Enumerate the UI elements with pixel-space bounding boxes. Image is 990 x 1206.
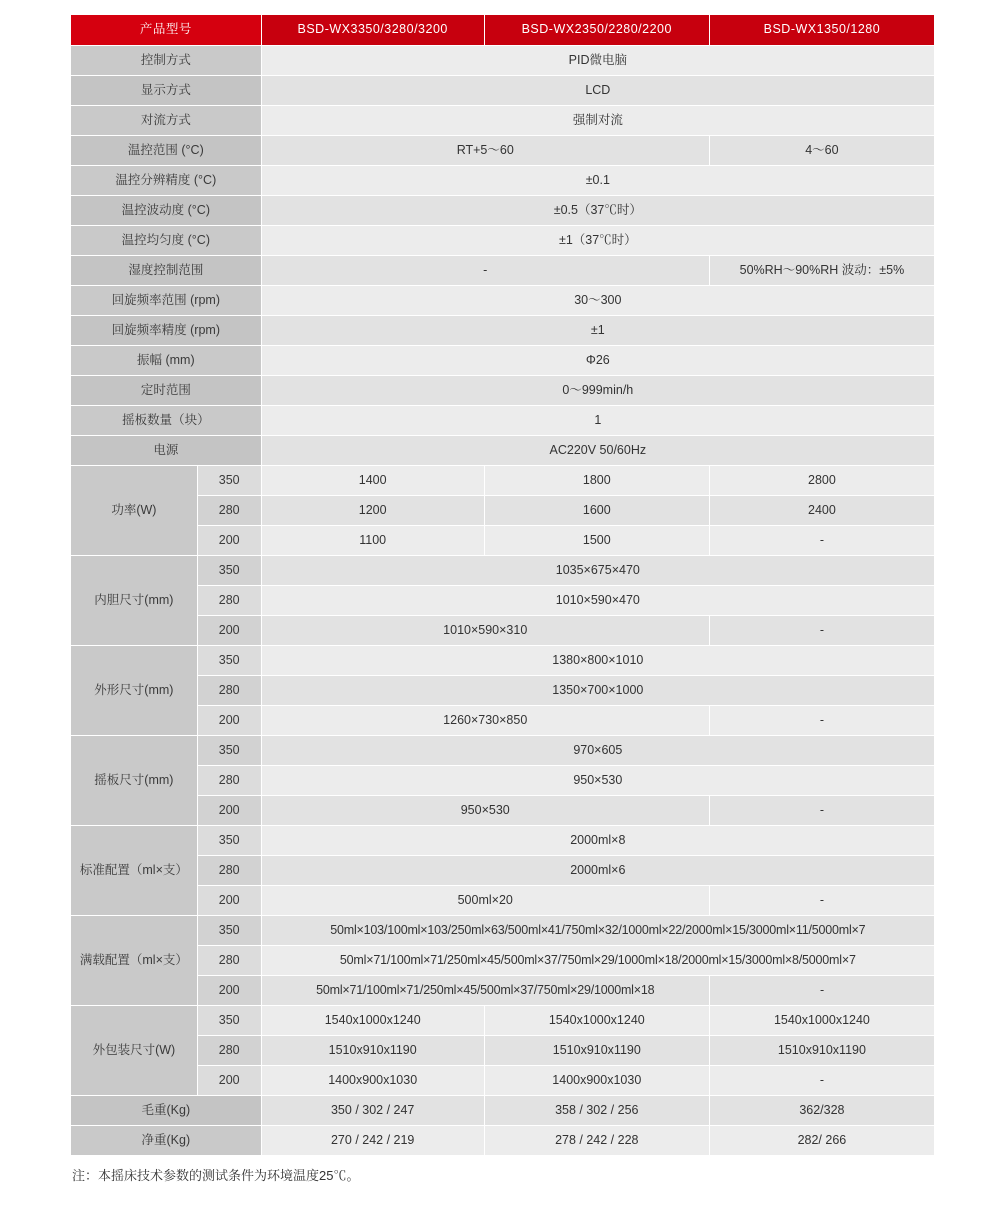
cell-value-right: - — [709, 796, 934, 826]
row-value-right: 50%RH〜90%RH 波动：±5% — [709, 256, 934, 286]
table-row — [71, 976, 935, 1006]
table-row — [71, 346, 935, 376]
cell-value-1: 1200 — [261, 496, 484, 526]
row-label: 毛重(Kg) — [71, 1096, 262, 1126]
table-row — [71, 1006, 935, 1036]
row-value: ±1（37℃时） — [261, 226, 934, 256]
row-value: LCD — [261, 76, 934, 106]
row-label: 回旋频率精度 (rpm) — [71, 316, 262, 346]
cell-value-merged: 1380×800×1010 — [261, 646, 934, 676]
group-label: 外形尺寸(mm) — [71, 646, 198, 736]
row-label: 温控均匀度 (°C) — [71, 226, 262, 256]
row-value-2: 278 / 242 / 228 — [484, 1126, 709, 1156]
cell-value-merged: 2000ml×6 — [261, 856, 934, 886]
group-sub-label: 280 — [197, 586, 261, 616]
cell-value-1: 1510x910x1190 — [261, 1036, 484, 1066]
cell-value-merged-left: 500ml×20 — [261, 886, 709, 916]
group-sub-label: 200 — [197, 1066, 261, 1096]
cell-value-2: 1540x1000x1240 — [484, 1006, 709, 1036]
row-value-left: - — [261, 256, 709, 286]
group-sub-label: 350 — [197, 736, 261, 766]
table-row — [71, 1126, 935, 1156]
table-row — [71, 406, 935, 436]
row-value-3: 282/ 266 — [709, 1126, 934, 1156]
group-label: 外包装尺寸(W) — [71, 1006, 198, 1096]
group-sub-label: 200 — [197, 976, 261, 1006]
table-row — [71, 1036, 935, 1066]
cell-value-merged-left: 1010×590×310 — [261, 616, 709, 646]
table-row — [71, 586, 935, 616]
cell-value-merged: 1010×590×470 — [261, 586, 934, 616]
row-value-3: 362/328 — [709, 1096, 934, 1126]
group-sub-label: 280 — [197, 766, 261, 796]
cell-value-3: 1510x910x1190 — [709, 1036, 934, 1066]
cell-value-3: 1540x1000x1240 — [709, 1006, 934, 1036]
cell-value-right: - — [709, 976, 934, 1006]
specification-table — [70, 14, 935, 1156]
row-value-right: 4〜60 — [709, 136, 934, 166]
row-label: 对流方式 — [71, 106, 262, 136]
cell-value-3: - — [709, 1066, 934, 1096]
cell-value-2: 1510x910x1190 — [484, 1036, 709, 1066]
group-sub-label: 350 — [197, 646, 261, 676]
table-row — [71, 766, 935, 796]
cell-value-right: - — [709, 706, 934, 736]
table-row — [71, 946, 935, 976]
row-label: 温控分辨精度 (°C) — [71, 166, 262, 196]
table-body — [71, 15, 935, 1156]
table-header-row — [71, 15, 935, 46]
table-row — [71, 646, 935, 676]
cell-value-1: 1100 — [261, 526, 484, 556]
group-sub-label: 280 — [197, 496, 261, 526]
row-value: 0〜999min/h — [261, 376, 934, 406]
row-label: 回旋频率范围 (rpm) — [71, 286, 262, 316]
cell-value-merged-left: 1260×730×850 — [261, 706, 709, 736]
group-label: 摇板尺寸(mm) — [71, 736, 198, 826]
group-sub-label: 280 — [197, 856, 261, 886]
table-row — [71, 46, 935, 76]
group-sub-label: 200 — [197, 616, 261, 646]
row-value-2: 358 / 302 / 256 — [484, 1096, 709, 1126]
table-row — [71, 736, 935, 766]
cell-value-3: - — [709, 526, 934, 556]
cell-value-1: 1400x900x1030 — [261, 1066, 484, 1096]
group-sub-label: 280 — [197, 946, 261, 976]
table-row — [71, 106, 935, 136]
group-label: 功率(W) — [71, 466, 198, 556]
table-row — [71, 196, 935, 226]
header-label: 产品型号 — [71, 15, 262, 46]
cell-value-2: 1500 — [484, 526, 709, 556]
header-model-1: BSD-WX3350/3280/3200 — [261, 15, 484, 46]
table-row — [71, 826, 935, 856]
cell-value-1: 1540x1000x1240 — [261, 1006, 484, 1036]
row-value: 30〜300 — [261, 286, 934, 316]
table-row — [71, 856, 935, 886]
row-value: ±0.5（37℃时） — [261, 196, 934, 226]
table-row — [71, 466, 935, 496]
table-row — [71, 76, 935, 106]
row-value-1: 270 / 242 / 219 — [261, 1126, 484, 1156]
row-value: ±0.1 — [261, 166, 934, 196]
group-sub-label: 200 — [197, 706, 261, 736]
cell-value-2: 1600 — [484, 496, 709, 526]
row-value: PID微电脑 — [261, 46, 934, 76]
cell-value-merged: 2000ml×8 — [261, 826, 934, 856]
row-label: 湿度控制范围 — [71, 256, 262, 286]
table-row — [71, 556, 935, 586]
cell-value-merged-left: 950×530 — [261, 796, 709, 826]
group-sub-label: 350 — [197, 556, 261, 586]
table-row — [71, 1066, 935, 1096]
table-row — [71, 316, 935, 346]
cell-value-merged: 50ml×103/100ml×103/250ml×63/500ml×41/750ml×32/1000ml×22/2000ml×15/3000ml×11/5000ml×7 — [261, 916, 934, 946]
cell-value-merged: 1350×700×1000 — [261, 676, 934, 706]
group-sub-label: 350 — [197, 916, 261, 946]
table-row — [71, 706, 935, 736]
cell-value-3: 2400 — [709, 496, 934, 526]
group-sub-label: 350 — [197, 466, 261, 496]
row-value: AC220V 50/60Hz — [261, 436, 934, 466]
table-row — [71, 136, 935, 166]
row-value: Φ26 — [261, 346, 934, 376]
row-label: 温控范围 (°C) — [71, 136, 262, 166]
group-label: 内胆尺寸(mm) — [71, 556, 198, 646]
cell-value-merged: 1035×675×470 — [261, 556, 934, 586]
row-value: 1 — [261, 406, 934, 436]
cell-value-2: 1800 — [484, 466, 709, 496]
table-row — [71, 226, 935, 256]
table-row — [71, 916, 935, 946]
table-note: 注：本摇床技术参数的测试条件为环境温度25℃。 — [72, 1168, 360, 1183]
group-sub-label: 280 — [197, 1036, 261, 1066]
row-label: 定时范围 — [71, 376, 262, 406]
group-sub-label: 280 — [197, 676, 261, 706]
row-label: 摇板数量（块） — [71, 406, 262, 436]
row-label: 控制方式 — [71, 46, 262, 76]
row-label: 温控波动度 (°C) — [71, 196, 262, 226]
table-row — [71, 166, 935, 196]
row-value-1: 350 / 302 / 247 — [261, 1096, 484, 1126]
table-row — [71, 286, 935, 316]
table-row — [71, 526, 935, 556]
row-value: 强制对流 — [261, 106, 934, 136]
row-label: 净重(Kg) — [71, 1126, 262, 1156]
cell-value-right: - — [709, 886, 934, 916]
header-model-2: BSD-WX2350/2280/2200 — [484, 15, 709, 46]
table-row — [71, 886, 935, 916]
cell-value-merged: 50ml×71/100ml×71/250ml×45/500ml×37/750ml×29/1000ml×18/2000ml×15/3000ml×8/5000ml×7 — [261, 946, 934, 976]
group-sub-label: 200 — [197, 526, 261, 556]
table-row — [71, 376, 935, 406]
row-value: ±1 — [261, 316, 934, 346]
row-label: 电源 — [71, 436, 262, 466]
table-row — [71, 1096, 935, 1126]
cell-value-2: 1400x900x1030 — [484, 1066, 709, 1096]
group-sub-label: 350 — [197, 1006, 261, 1036]
cell-value-3: 2800 — [709, 466, 934, 496]
group-sub-label: 350 — [197, 826, 261, 856]
table-row — [71, 496, 935, 526]
group-label: 标准配置（ml×支） — [71, 826, 198, 916]
cell-value-merged: 970×605 — [261, 736, 934, 766]
row-value-left: RT+5〜60 — [261, 136, 709, 166]
cell-value-right: - — [709, 616, 934, 646]
cell-value-merged: 950×530 — [261, 766, 934, 796]
group-sub-label: 200 — [197, 886, 261, 916]
table-row — [71, 616, 935, 646]
group-sub-label: 200 — [197, 796, 261, 826]
header-model-3: BSD-WX1350/1280 — [709, 15, 934, 46]
group-label: 满载配置（ml×支） — [71, 916, 198, 1006]
row-label: 振幅 (mm) — [71, 346, 262, 376]
table-row — [71, 676, 935, 706]
table-row — [71, 256, 935, 286]
table-row — [71, 436, 935, 466]
cell-value-merged-left: 50ml×71/100ml×71/250ml×45/500ml×37/750ml×29/1000ml×18 — [261, 976, 709, 1006]
table-row — [71, 796, 935, 826]
row-label: 显示方式 — [71, 76, 262, 106]
cell-value-1: 1400 — [261, 466, 484, 496]
